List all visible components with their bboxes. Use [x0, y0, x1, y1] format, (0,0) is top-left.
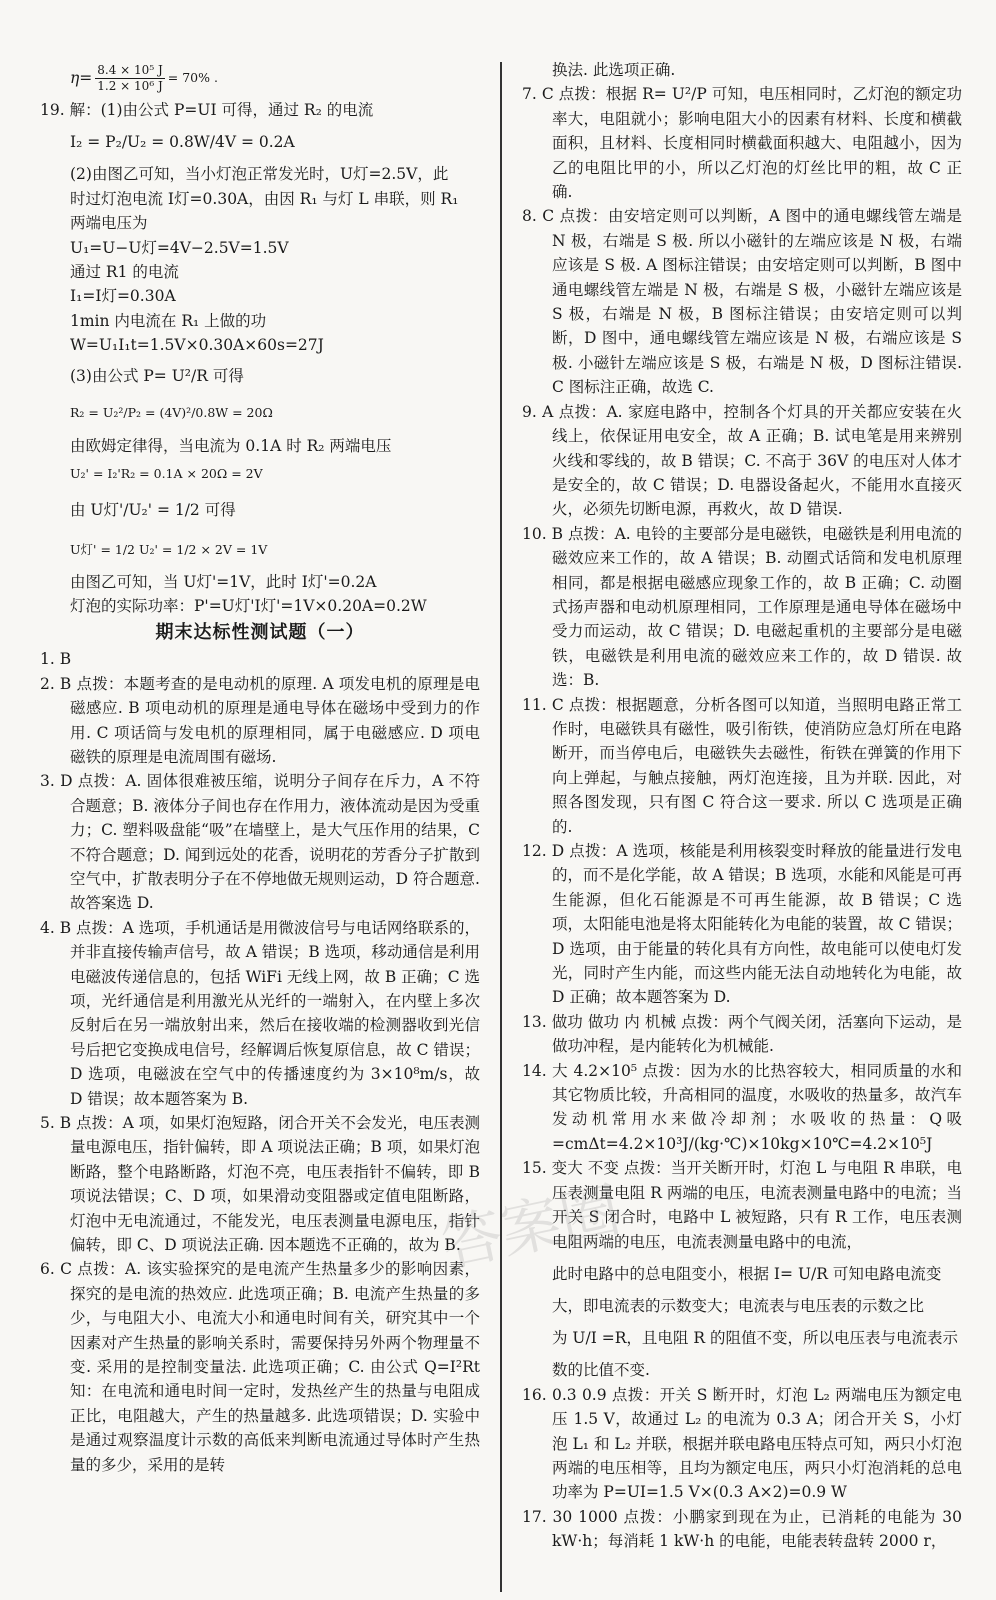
continuation: 换法. 此选项正确. — [552, 61, 676, 79]
q19-line: 1min 内电流在 R₁ 上做的功 — [70, 311, 267, 330]
answer-item: 9. A 点拨：A. 家庭电路中，控制各个灯具的开关都应安装在火线上，依保证用电安全，故 A 正确；B. 试电笔是用来辨别火线和零线的，故 B 错误；C. 不高于 36V 的电压对人体才是安全的，故 C 错误；D. 电器设备起火，不能用水直接灭火，必须先切断电源，再救火，故 D 错误. — [522, 402, 962, 519]
watermark: 答案圈 — [435, 1174, 627, 1281]
answer-item: 6. C 点拨：A. 该实验探究的是电流产生热量多少的影响因素，探究的是电流的热效应. 此选项正确；B. 电流产生热量的多少，与电阻大小、电流大小和通电时间有关，研究其中一个因素对产生热量的影响关系时，需要保持另外两个物理量不变. 采用的是控制变量法. 此选项正确；C. 由公式 Q=I²Rt 知：在电流和通电时间一定时，发热丝产生的热量与电阻成正比，电阻越大，产生的热量越多. 此选项错误；D. 实验中是通过观察温度计示数的高低来判断电流通过导体时产生热量的多少，采用的是转 — [40, 1260, 480, 1474]
ratio-line: 由 U灯'/U₂' = 1/2 可得 — [70, 500, 236, 519]
right-answers-a — [522, 204, 962, 1253]
ul-formula: U灯' = 1/2 U₂' = 1/2 × 2V = 1V — [70, 541, 268, 557]
q19-line: 两端电压为 — [70, 214, 148, 233]
q19-line: (2)由图乙可知，当小灯泡正常发光时，U灯=2.5V，此 — [70, 165, 449, 184]
q19-part3-head: (3)由公式 P= U²/R 可得 — [70, 366, 244, 385]
q19-head: 19. 解：(1)由公式 P=UI 可得，通过 R₂ 的电流 — [40, 101, 374, 119]
column-divider — [500, 62, 502, 1592]
answer-item: 17. 30 1000 点拨：小鹏家到现在为止，已消耗的电能为 30 kW·h；每消耗 1 kW·h 的电能，电能表转盘转 2000 r， — [522, 1507, 962, 1551]
answer-7: 7. C 点拨：根据 R= U²/P 可知，电压相同时，乙灯泡的额定功率大，电阻就小；影响电阻大小的因素有材料、长度和横截面积，且材料、长度相同时横截面积越大、电阻越小，因为乙的电阻比甲的小，所以乙灯泡的灯丝比甲的粗，故 C 正确. — [522, 85, 962, 202]
r2-formula: R₂ = U₂²/P₂ = (4V)²/0.8W = 20Ω — [70, 405, 273, 421]
answer-item: 12. D 点拨：A 选项，核能是利用核裂变时释放的能量进行发电的，而不是化学能，故 A 错误；B 选项，水能和风能是可再生能源，但化石能源是不可再生能源，故 B 错误；C 选项，太阳能电池是将太阳能转化为电能的装置，故 C 错误；D 选项，由于能量的转化具有方向性，故电能可以使电灯发光，同时产生内能，而这些内能无法自动地转化为电能，故 D 正确；故本题答案为 D. — [522, 842, 962, 1007]
answer-item: 15. 变大 不变 点拨：当开关断开时，灯泡 L 与电阻 R 串联，电压表测量电阻 R 两端的电压，电流表测量电路中的电流；当开关 S 闭合时，电路中 L 被短路，只有 R 工作，电压表测电阻两端的电压，电流表测量电路中的电流， — [522, 1159, 962, 1251]
q15-frac-line: 此时电路中的总电阻变小，根据 I= U/R 可知电路电流变 — [552, 1264, 942, 1283]
left-column — [40, 58, 480, 1477]
u2-prime-formula: U₂' = I₂'R₂ = 0.1A × 20Ω = 2V — [70, 465, 263, 481]
answer-item: 1. B — [40, 650, 72, 669]
eta-formula: η= $\frac{\text{8.4 × 10⁵ J}}{\text{1.2 × 10⁶ J}}$ = 70% . — [70, 62, 218, 93]
q19-line: 灯泡的实际功率：P'=U灯'I灯'=1V×0.20A=0.2W — [70, 597, 427, 616]
q15-ratio-line: 为 U/I =R，且电阻 R 的阻值不变，所以电压表与电流表示 — [552, 1329, 958, 1348]
q19-line: U₁=U−U灯=4V−2.5V=1.5V — [70, 238, 289, 257]
q19-line: 通过 R1 的电流 — [70, 263, 179, 282]
ohm-law-line: 由欧姆定律得，当电流为 0.1A 时 R₂ 两端电压 — [70, 436, 392, 455]
q15-mid: 大，即电流表的示数变大；电流表与电压表的示数之比 — [552, 1296, 925, 1315]
q19-end — [40, 570, 480, 619]
q19-line: W=U₁I₁t=1.5V×0.30A×60s=27J — [70, 336, 324, 355]
answer-item: 11. C 点拨：根据题意，分析各图可以知道，当照明电路正常工作时，电磁铁具有磁性，吸引衔铁，使消防应急灯所在电路断开，而当停电后，电磁铁失去磁性，衔铁在弹簧的作用下向上弹起，与触点接触，两灯泡连接，且为并联. 因此，对照各图发现，只有图 C 符合这一要求. 所以 C 选项是正确的. — [522, 695, 962, 836]
q19-part2 — [40, 162, 480, 357]
answer-item: 10. B 点拨：A. 电铃的主要部分是电磁铁，电磁铁是利用电流的磁效应来工作的，故 A 错误；B. 动圈式话筒和发电机原理相同，都是根据电磁感应现象工作的，故 B 正确；C. 动圈式扬声器和电动机原理相同，工作原理是通电导体在磁场中受力而运动，故 C 错误；D. 电磁起重机的主要部分是电磁铁，电磁铁是利用电流的磁效应来工作的，故 D 错误. 故选：B. — [522, 524, 962, 690]
section-title: 期末达标性测试题（一） — [155, 621, 365, 643]
q19-line: I₁=I灯=0.30A — [70, 287, 176, 306]
answer-item: 5. B 点拨：A 项，如果灯泡短路，闭合开关不会发光，电压表测量电源电压，指针偏转，即 A 项说法正确；B 项，如果灯泡断路，整个电路断路，灯泡不亮，电压表指针不偏转，即 B 项说法错误；C、D 项，如果滑动变阻器或定值电阻断路，灯泡中无电流通过，不能发光，电压表测量电源电压，指针偏转，即 C、D 项说法正确. 因本题选不正确的，故为 B. — [40, 1114, 480, 1255]
i2-formula: I₂ = P₂/U₂ = 0.8W/4V = 0.2A — [70, 133, 295, 152]
q19-line: 时过灯泡电流 I灯=0.30A，由因 R₁ 与灯 L 串联，则 R₁ — [70, 189, 459, 208]
answer-item: 13. 做功 做功 内 机械 点拨：两个气阀关闭，活塞向下运动，是做功冲程，是内能转化为机械能. — [522, 1012, 962, 1056]
answer-item: 2. B 点拨：本题考查的是电动机的原理. A 项发电机的原理是电磁感应. B 项电动机的原理是通电导体在磁场中受到力的作用. C 项话筒与发电机的原理相同，属于电磁感应. D 项电磁铁的原理是电流周围有磁场. — [40, 674, 480, 766]
left-answers — [40, 647, 480, 1477]
right-answers-b — [522, 1383, 962, 1554]
answer-item: 8. C 点拨：由安培定则可以判断，A 图中的通电螺线管左端是 N 极，右端是 S 极. 所以小磁针的左端应该是 N 极，右端应该是 S 极. A 图标注错误；由安培定则可以判断，B 图中通电螺线管左端是 N 极，右端是 S 极，小磁针左端应该是 S 极，右端是 N 极，B 图标注错误；由安培定则可以判断，D 图中，通电螺线管左端应该是 N 极，右端应该是 S 极. 小磁针左端应该是 S 极，右端是 N 极，D 图标注错误. C 图标注正确，故选 C. — [522, 207, 962, 397]
q19-line: 由图乙可知，当 U灯'=1V，此时 I灯'=0.2A — [70, 573, 377, 592]
answer-item: 4. B 点拨：A 选项，手机通话是用微波信号与电话网络联系的，并非直接传输声信号，故 A 错误；B 选项，移动通信是利用电磁波传递信息的，包括 WiFi 无线上网，故 B 正确；C 选项，光纤通信是利用激光从光纤的一端射入，在内壁上多次反射后在另一端放射出来，然后在接收端的检测器收到光信号后把它变换成电信号，经解调后恢复原信息，故 C 错误；D 选项，电磁波在空气中的传播速度约为 3×10⁸m/s，故 D 错误；故本题答案为 B. — [40, 918, 480, 1108]
answer-item: 16. 0.3 0.9 点拨：开关 S 断开时，灯泡 L₂ 两端电压为额定电压 1.5 V，故通过 L₂ 的电流为 0.3 A；闭合开关 S，小灯泡 L₁ 和 L₂ 并联，根据并联电路电压特点可知，两只小灯泡两端的电压相等，且均为额定电压，两只小灯泡消耗的总电功率为 P=UI=1.5 V×(0.3 A×2)=0.9 W — [522, 1385, 962, 1502]
answer-item: 3. D 点拨：A. 固体很难被压缩，说明分子间存在斥力，A 不符合题意；B. 液体分子间也存在作用力，液体流动是因为受重力；C. 塑料吸盘能“吸”在墙壁上，是大气压作用的结果，C 不符合题意；D. 闻到远处的花香，说明花的芳香分子扩散到空气中，扩散表明分子在不停地做无规则运动，D 符合题意. 故答案选 D. — [40, 772, 480, 913]
answer-item: 14. 大 4.2×10⁵ 点拨：因为水的比热容较大，相同质量的水和其它物质比较，升高相同的温度，水吸收的热量多，故汽车发动机常用水来做冷却剂；水吸收的热量：Q吸=cmΔt=4.2×10³J/(kg·℃)×10kg×10℃=4.2×10⁵J — [522, 1061, 962, 1153]
q15-end: 数的比值不变. — [552, 1361, 650, 1380]
right-column — [522, 58, 962, 1554]
